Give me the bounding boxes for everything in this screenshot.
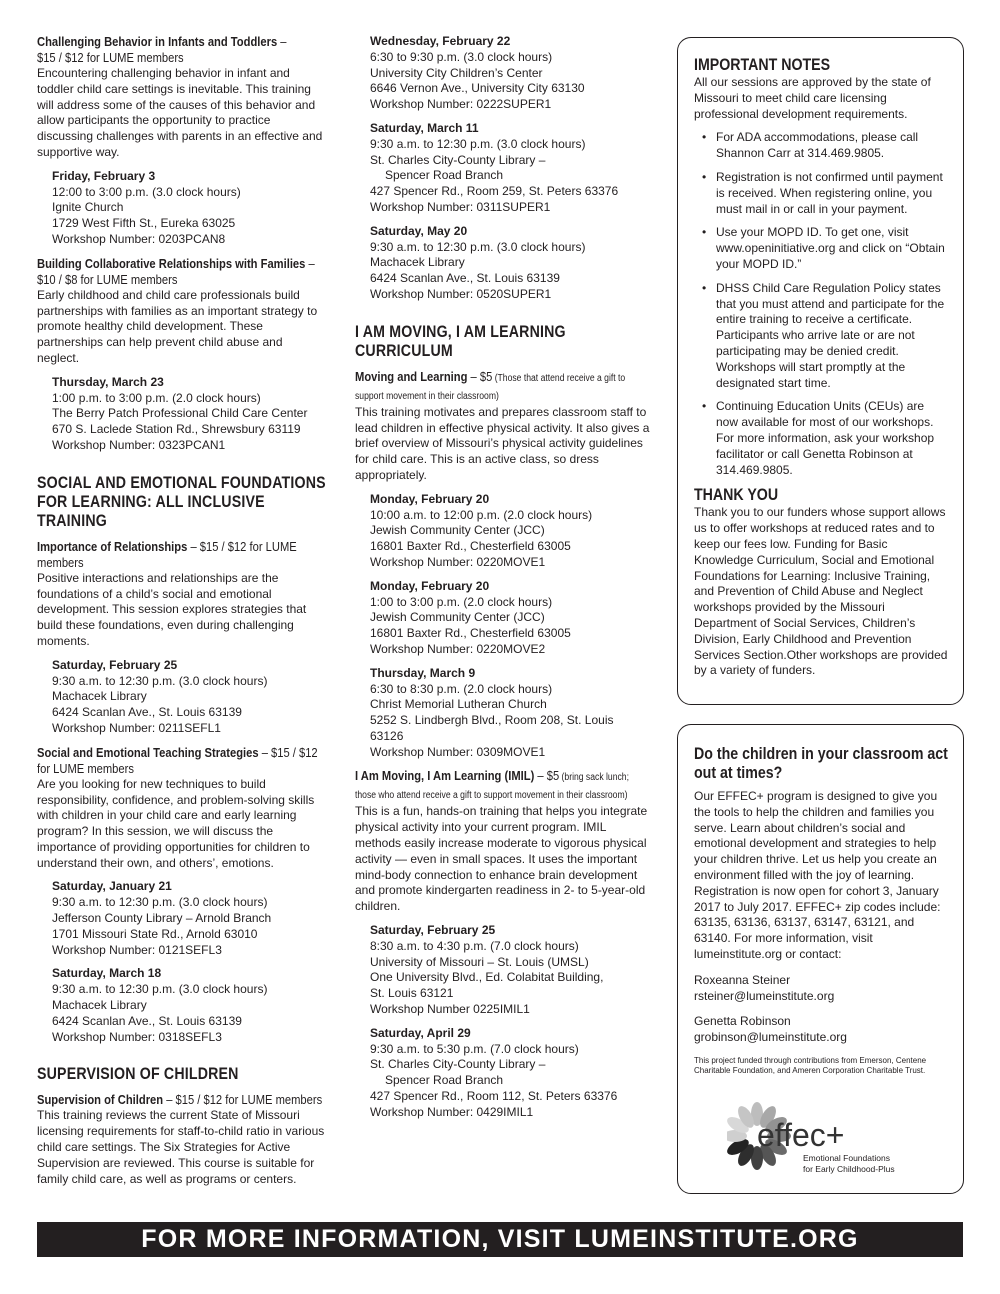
section-heading-sefl: SOCIAL AND EMOTIONAL FOUNDATIONS FOR LEARNING: ALL INCLUSIVE TRAINING (37, 473, 326, 530)
important-notes-heading: IMPORTANT NOTES (694, 56, 831, 74)
session: Saturday, March 11 9:30 a.m. to 12:30 p.m. (3.0 clock hours) St. Charles City-County Library – Spencer Road Branch 427 Spencer Rd., Room 259, St. Peters 63376 Workshop Number: 0311SUPER1 (370, 121, 650, 216)
list-item: • Use your MOPD ID. To get one, visit www.openinitiative.org and click on “Obtain your MOPD ID.” (716, 225, 949, 272)
workshop-title: Building Collaborative Relationships with Families – $10 / $8 for LUME members (37, 255, 315, 287)
section-heading-supervision: SUPERVISION OF CHILDREN (37, 1065, 239, 1084)
list-item: • DHSS Child Care Regulation Policy states that you must attend and participate for the entire training to receive a certificate. Participants who arrive late or are not participating may be denied credit. Workshops will start promptly at the designated start time. (716, 281, 949, 392)
workshop-importance-of-relationships (37, 539, 327, 737)
list-item: • Continuing Education Units (CEUs) are now available for most of our workshops. For more information, ask your workshop facilitator or call Genetta Robinson at 314.469.9805. (716, 399, 949, 478)
workshop-challenging-behavior (37, 34, 327, 248)
session: Saturday, January 21 9:30 a.m. to 12:30 p.m. (3.0 clock hours) Jefferson County Library – Arnold Branch 1701 Missouri State Rd., Arnold 63010 Workshop Number: 0121SEFL3 (52, 879, 327, 958)
session: Friday, February 3 12:00 to 3:00 p.m. (3.0 clock hours) Ignite Church 1729 West Fifth St., Eureka 63025 Workshop Number: 0203PCAN8 (52, 169, 327, 248)
workshop-title: Challenging Behavior in Infants and Toddlers – (37, 34, 287, 49)
workshop-number: Workshop Number: 0318SEFL3 (52, 1029, 222, 1044)
section-heading-moving: I AM MOVING, I AM LEARNING CURRICULUM (355, 322, 566, 360)
column-left (37, 34, 327, 1187)
notes-intro: All our sessions are approved by the state of Missouri to meet child care licensing professional development requirements. (694, 75, 931, 121)
workshop-number: Workshop Number 0225IMIL1 (370, 1002, 530, 1017)
session: Saturday, February 25 9:30 a.m. to 12:30 p.m. (3.0 clock hours) Machacek Library 6424 Scanlan Ave., St. Louis 63139 Workshop Number: 0211SEFL1 (52, 658, 327, 737)
workshop-number: Workshop Number: 0121SEFL3 (52, 942, 222, 957)
workshop-number: Workshop Number: 0311SUPER1 (370, 199, 551, 214)
session: Monday, February 20 1:00 to 3:00 p.m. (2.0 clock hours) Jewish Community Center (JCC) 16801 Baxter Rd., Chesterfield 63005 Workshop Number: 0220MOVE2 (370, 579, 650, 658)
workshop-teaching-strategies (37, 745, 327, 1046)
workshop-description: Encountering challenging behavior in infant and toddler child care settings is inevitable. This training will address some of the causes of this behavior and allow participants the opportunity to practice discussing challenges with parents in an effective and supportive way. (37, 66, 323, 159)
workshop-supervision (37, 1092, 327, 1187)
workshop-number: Workshop Number: 0220MOVE2 (370, 641, 546, 656)
email-link[interactable]: grobinson@lumeinstitute.org (694, 1030, 847, 1045)
logo-tagline: Emotional Foundations for Early Childhood-Plus (803, 1153, 895, 1174)
workshop-number: Workshop Number: 0309MOVE1 (370, 744, 546, 759)
workshop-title: Importance of Relationships – $15 / $12 for LUME members (37, 538, 297, 570)
workshop-description: Are you looking for new techniques to build responsibility, confidence, and problem-solving skills with children in your child care and early learning program? In this session, we will discuss the importance of providing opportunities for children to understand their own, and others’, emotions. (37, 776, 315, 870)
workshop-title: Moving and Learning – $5 (Those that attend receive a gift to support movement in their classroom) (355, 368, 626, 402)
workshop-title: Social and Emotional Teaching Strategies – $15 / $12 for LUME members (37, 744, 318, 776)
session: Saturday, April 29 9:30 a.m. to 5:30 p.m. (7.0 clock hours) St. Charles City-County Library – Spencer Road Branch 427 Spencer Rd., Room 112, St. Peters 63376 Workshop Number: 0429IMIL1 (370, 1026, 650, 1121)
contact-roxeanna: Roxeanna Steiner rsteiner@lumeinstitute.org (694, 973, 949, 1005)
workshop-title: I Am Moving, I Am Learning (IMIL) – $5 (bring sack lunch; those who attend receive a gift to support movement in their classroom) (355, 768, 629, 802)
workshop-imil (355, 768, 650, 1120)
important-notes-box (677, 37, 964, 705)
workshop-description: This training reviews the current State of Missouri licensing requirements for staff-to-child ratio in various child care settings. The Six Strategies for Active Supervision are reviewed. This course is suitable for family child care, as well as programs or centers. (37, 1108, 325, 1186)
session: Saturday, March 18 9:30 a.m. to 12:30 p.m. (3.0 clock hours) Machacek Library 6424 Scanlan Ave., St. Louis 63139 Workshop Number: 0318SEFL3 (52, 966, 327, 1045)
logo-wordmark: effec+ (757, 1117, 845, 1153)
session: Thursday, March 9 6:30 to 8:30 p.m. (2.0 clock hours) Christ Memorial Lutheran Church 5252 S. Lindbergh Blvd., Room 208, St. Louis 63126 Workshop Number: 0309MOVE1 (370, 666, 650, 761)
thank-you-text: Thank you to our funders whose support allows us to offer workshops at reduced rates and to keep our fees low. Funding for Basic Knowledge Curriculum, Social and Emotional Foundations for Learning: Inclusive Training, and Prevention of Child Abuse and Neglect workshops provided by the Missouri Department of Social Services, Children’s Division, Early Childhood and Prevention Services Section.Other workshops are provided by a variety of funders. (694, 505, 948, 678)
list-item: • Registration is not confirmed until payment is received. When registering online, you must mail in or call in your payment. (716, 170, 949, 217)
notes-list (694, 130, 949, 478)
workshop-collaborative-relationships (37, 256, 327, 454)
list-item: • For ADA accommodations, please call Shannon Carr at 314.469.9805. (716, 130, 949, 162)
contact-genetta: Genetta Robinson grobinson@lumeinstitute.org (694, 1014, 949, 1046)
session: Saturday, May 20 9:30 a.m. to 12:30 p.m. (3.0 clock hours) Machacek Library 6424 Scanlan Ave., St. Louis 63139 Workshop Number: 0520SUPER1 (370, 224, 650, 303)
footer-banner[interactable]: FOR MORE INFORMATION, VISIT LUMEINSTITUTE.ORG (37, 1222, 963, 1257)
workshop-number: Workshop Number: 0520SUPER1 (370, 286, 552, 301)
workshop-description: This training motivates and prepares classroom staff to lead children in effective physical activity. It also gives a brief overview of Missouri’s physical activity guidelines for child care. This is an active class, so dress appropriately. (355, 404, 650, 482)
workshop-price: $15 / $12 for LUME members (37, 50, 184, 65)
workshop-title: Supervision of Children – $15 / $12 for LUME members (37, 1092, 323, 1108)
session: Thursday, March 23 1:00 p.m. to 3:00 p.m. (2.0 clock hours) The Berry Patch Professional Child Care Center 670 S. Laclede Station Rd., Shrewsbury 63119 Workshop Number: 0323PCAN1 (52, 375, 327, 454)
workshop-description: This is a fun, hands-on training that helps you integrate physical activity into your current program. IMIL methods easily increase moderate to vigorous physical activity — even in small spaces. It uses the important mind-body connection to enhance brain development and promote kindergarten readiness in 2- to 5-year-old children. (355, 804, 648, 914)
effec-body: Our EFFEC+ program is designed to give you the tools to help the children and families you serve. Learn about children’s social and emotional development and strategies to help your children thrive. Let us help you create an environment filled with the joy of learning. Registration is now open for cohort 3, January 2017 to July 2017. EFFEC+ zip codes include: 63135, 63136, 63137, 63147, 63121, and 63140. For more information, visit lumeinstitute.org or contact: (694, 789, 941, 961)
workshop-number: Workshop Number: 0323PCAN1 (52, 437, 226, 452)
column-middle (355, 34, 650, 1121)
effec-heading: Do the children in your classroom act out at times? (694, 745, 948, 782)
workshop-moving-and-learning (355, 369, 650, 761)
workshop-number: Workshop Number: 0222SUPER1 (370, 97, 552, 112)
thank-you-heading: THANK YOU (694, 486, 779, 505)
session: Saturday, February 25 8:30 a.m. to 4:30 p.m. (7.0 clock hours) University of Missouri – St. Louis (UMSL) One University Blvd., Ed. Colabitat Building, St. Louis 63121 Workshop Number 0225IMIL1 (370, 923, 650, 1018)
workshop-description: Early childhood and child care professionals build partnerships with families as an important strategy to promote healthy child development. These partnerships can help prevent child abuse and neglect. (37, 287, 318, 365)
workshop-number: Workshop Number: 0220MOVE1 (370, 554, 546, 569)
workshop-number: Workshop Number: 0429IMIL1 (370, 1104, 534, 1119)
email-link[interactable]: rsteiner@lumeinstitute.org (694, 988, 835, 1003)
session: Monday, February 20 10:00 a.m. to 12:00 p.m. (2.0 clock hours) Jewish Community Center (JCC) 16801 Baxter Rd., Chesterfield 63005 Workshop Number: 0220MOVE1 (370, 492, 650, 571)
workshop-description: Positive interactions and relationships are the foundations of a child’s social and emotional development. This session explores strategies that build these foundations, even during challenging moments. (37, 570, 307, 648)
workshop-number: Workshop Number: 0203PCAN8 (52, 231, 226, 246)
effec-logo (727, 1098, 927, 1178)
funding-note: This project funded through contributions from Emerson, Centene Charitable Foundation, and Ameren Corporation Charitable Trust. (694, 1055, 927, 1076)
session: Wednesday, February 22 6:30 to 9:30 p.m. (3.0 clock hours) University City Children’s Center 6646 Vernon Ave., University City 63130 Workshop Number: 0222SUPER1 (370, 34, 650, 113)
workshop-number: Workshop Number: 0211SEFL1 (52, 720, 221, 735)
